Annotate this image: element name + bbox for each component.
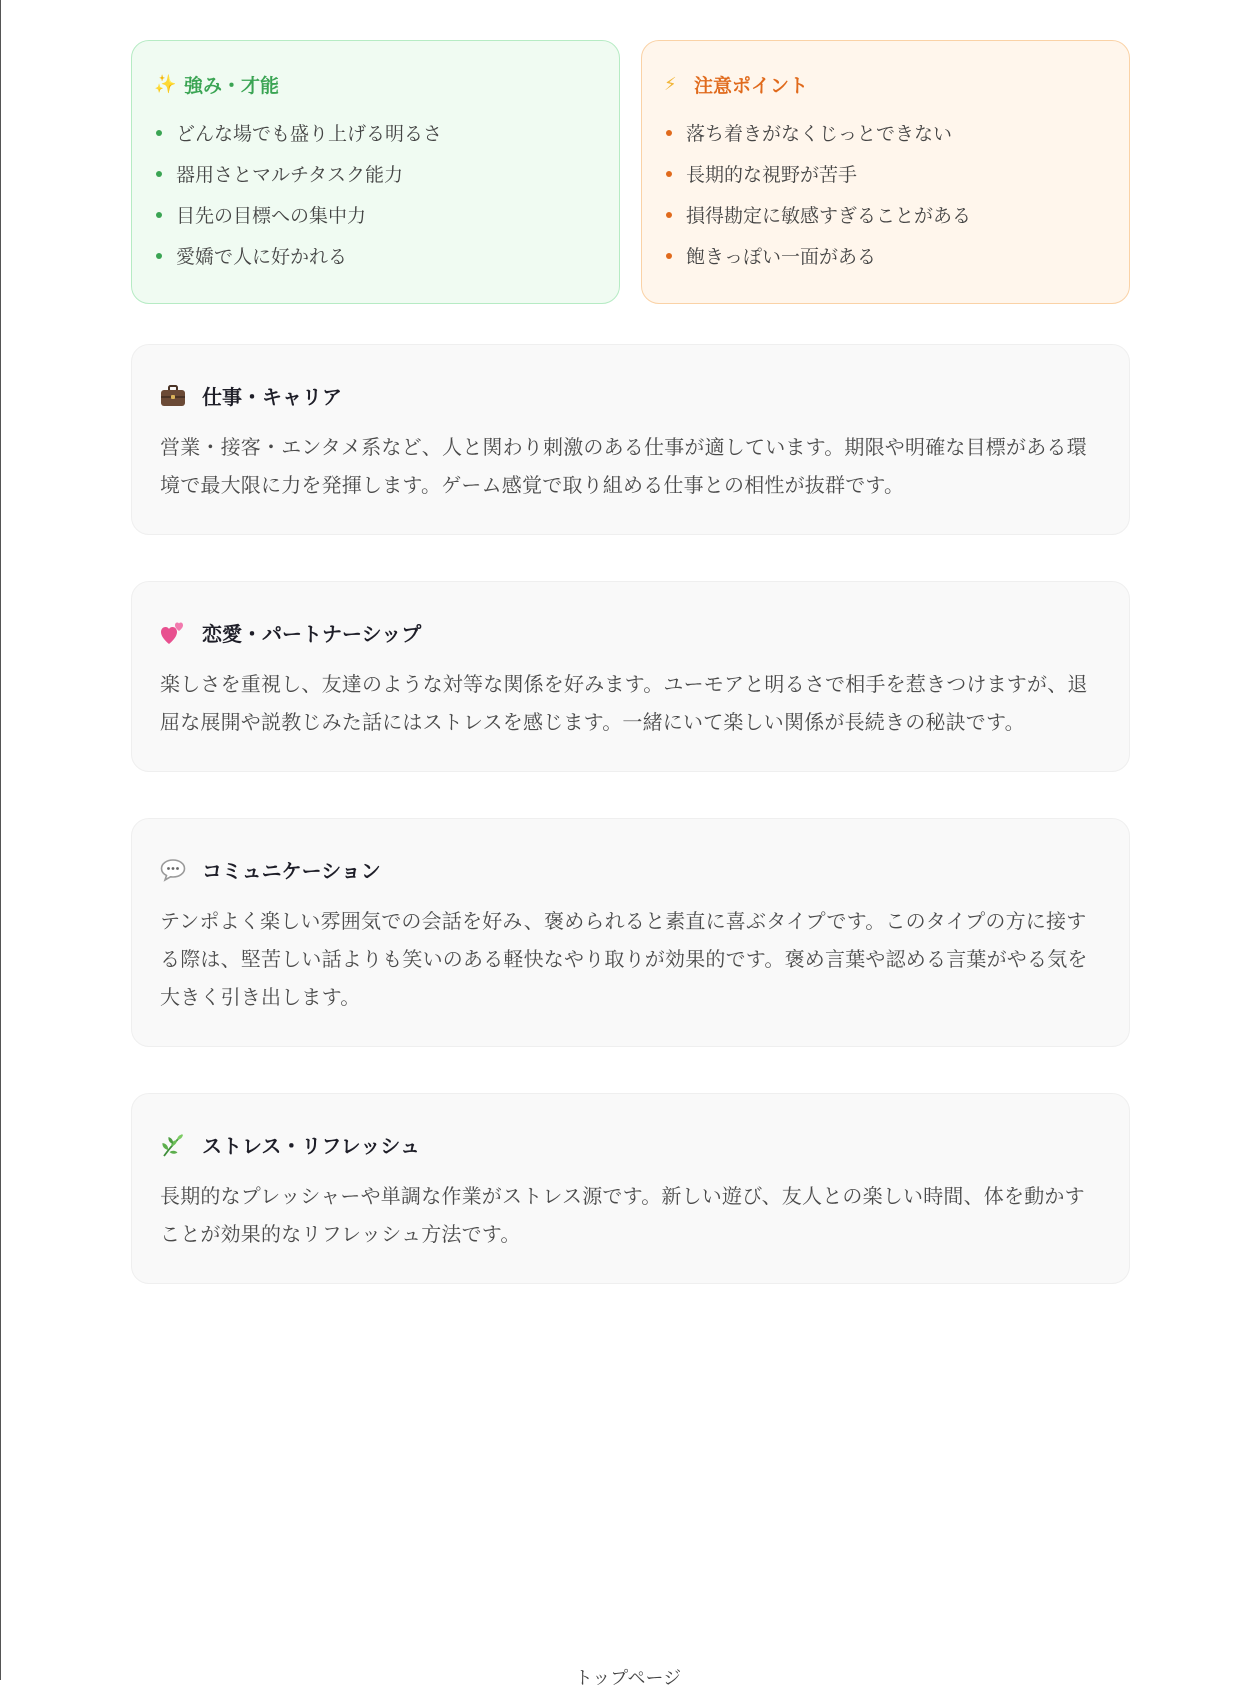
list-item [154, 153, 597, 194]
list-item-text: 長期的な視野が苦手 [686, 164, 858, 186]
section-body: 楽しさを重視し、友達のような対等な関係を好みます。ユーモアと明るさで相手を惹きつけますが、退屈な展開や説教じみた話にはストレスを感じます。一緒にいて楽しい関係が長続きの秘訣です。 [160, 672, 1088, 734]
list-item-text: 飽きっぽい一面がある [686, 246, 877, 268]
list-item-text: どんな場でも盛り上げる明るさ [176, 123, 443, 145]
communication-section [131, 818, 1130, 1047]
list-item-text: 目先の目標への集中力 [176, 205, 367, 227]
section-title: 仕事・キャリア [202, 385, 342, 409]
strengths-list [154, 112, 597, 276]
list-item [154, 194, 597, 235]
list-item [664, 112, 1107, 153]
briefcase-icon [160, 383, 186, 409]
list-item [664, 235, 1107, 276]
bullet-icon [156, 171, 162, 177]
list-item [664, 153, 1107, 194]
list-item [154, 112, 597, 153]
section-body: テンポよく楽しい雰囲気での会話を好み、褒められると素直に喜ぶタイプです。このタイプの方に接する際は、堅苦しい話よりも笑いのある軽快なやり取りが効果的です。褒め言葉や認める言葉がやる気を大きく引き出します。 [160, 909, 1088, 1009]
section-body: 営業・接客・エンタメ系など、人と関わり刺激のある仕事が適しています。期限や明確な目標がある環境で最大限に力を発揮します。ゲーム感覚で取り組める仕事との相性が抜群です。 [160, 435, 1087, 497]
top-page-link[interactable]: トップページ [574, 1668, 682, 1689]
list-item [154, 235, 597, 276]
career-section [131, 344, 1130, 535]
cautions-list [664, 112, 1107, 276]
strengths-heading [154, 71, 597, 98]
stress-section [131, 1093, 1130, 1284]
bullet-icon [156, 253, 162, 259]
list-item-text: 損得勘定に敏感すぎることがある [686, 205, 972, 227]
list-item-text: 落ち着きがなくじっとできない [686, 123, 953, 145]
bullet-icon [666, 253, 672, 259]
section-heading [160, 618, 1101, 647]
list-item-text: 愛嬌で人に好かれる [176, 246, 348, 268]
bullet-icon [666, 130, 672, 136]
list-item [664, 194, 1107, 235]
section-title: 恋愛・パートナーシップ [202, 622, 422, 646]
cautions-card [641, 40, 1130, 304]
section-body: 長期的なプレッシャーや単調な作業がストレス源です。新しい遊び、友人との楽しい時間、体を動かすことが効果的なリフレッシュ方法です。 [160, 1184, 1085, 1246]
section-title: ストレス・リフレッシュ [202, 1134, 420, 1158]
bullet-icon [156, 212, 162, 218]
bullet-icon [666, 212, 672, 218]
traits-row [131, 40, 1130, 304]
bullet-icon [666, 171, 672, 177]
strengths-title: 強み・才能 [184, 75, 280, 97]
section-heading [160, 855, 1101, 884]
section-heading [160, 1130, 1101, 1159]
section-title: コミュニケーション [202, 859, 381, 883]
speech-bubble-icon [160, 857, 186, 883]
bullet-icon [156, 130, 162, 136]
result-content [131, 40, 1130, 1330]
list-item-text: 器用さとマルチタスク能力 [176, 164, 404, 186]
love-section [131, 581, 1130, 772]
cautions-title: 注意ポイント [694, 75, 809, 97]
two-hearts-icon [160, 620, 186, 646]
lightning-icon: ⚡ [664, 74, 677, 95]
herb-icon [160, 1132, 186, 1158]
strengths-card [131, 40, 620, 304]
cautions-heading [664, 71, 1107, 98]
sparkles-icon: ✨ [154, 74, 177, 95]
section-heading [160, 381, 1101, 410]
